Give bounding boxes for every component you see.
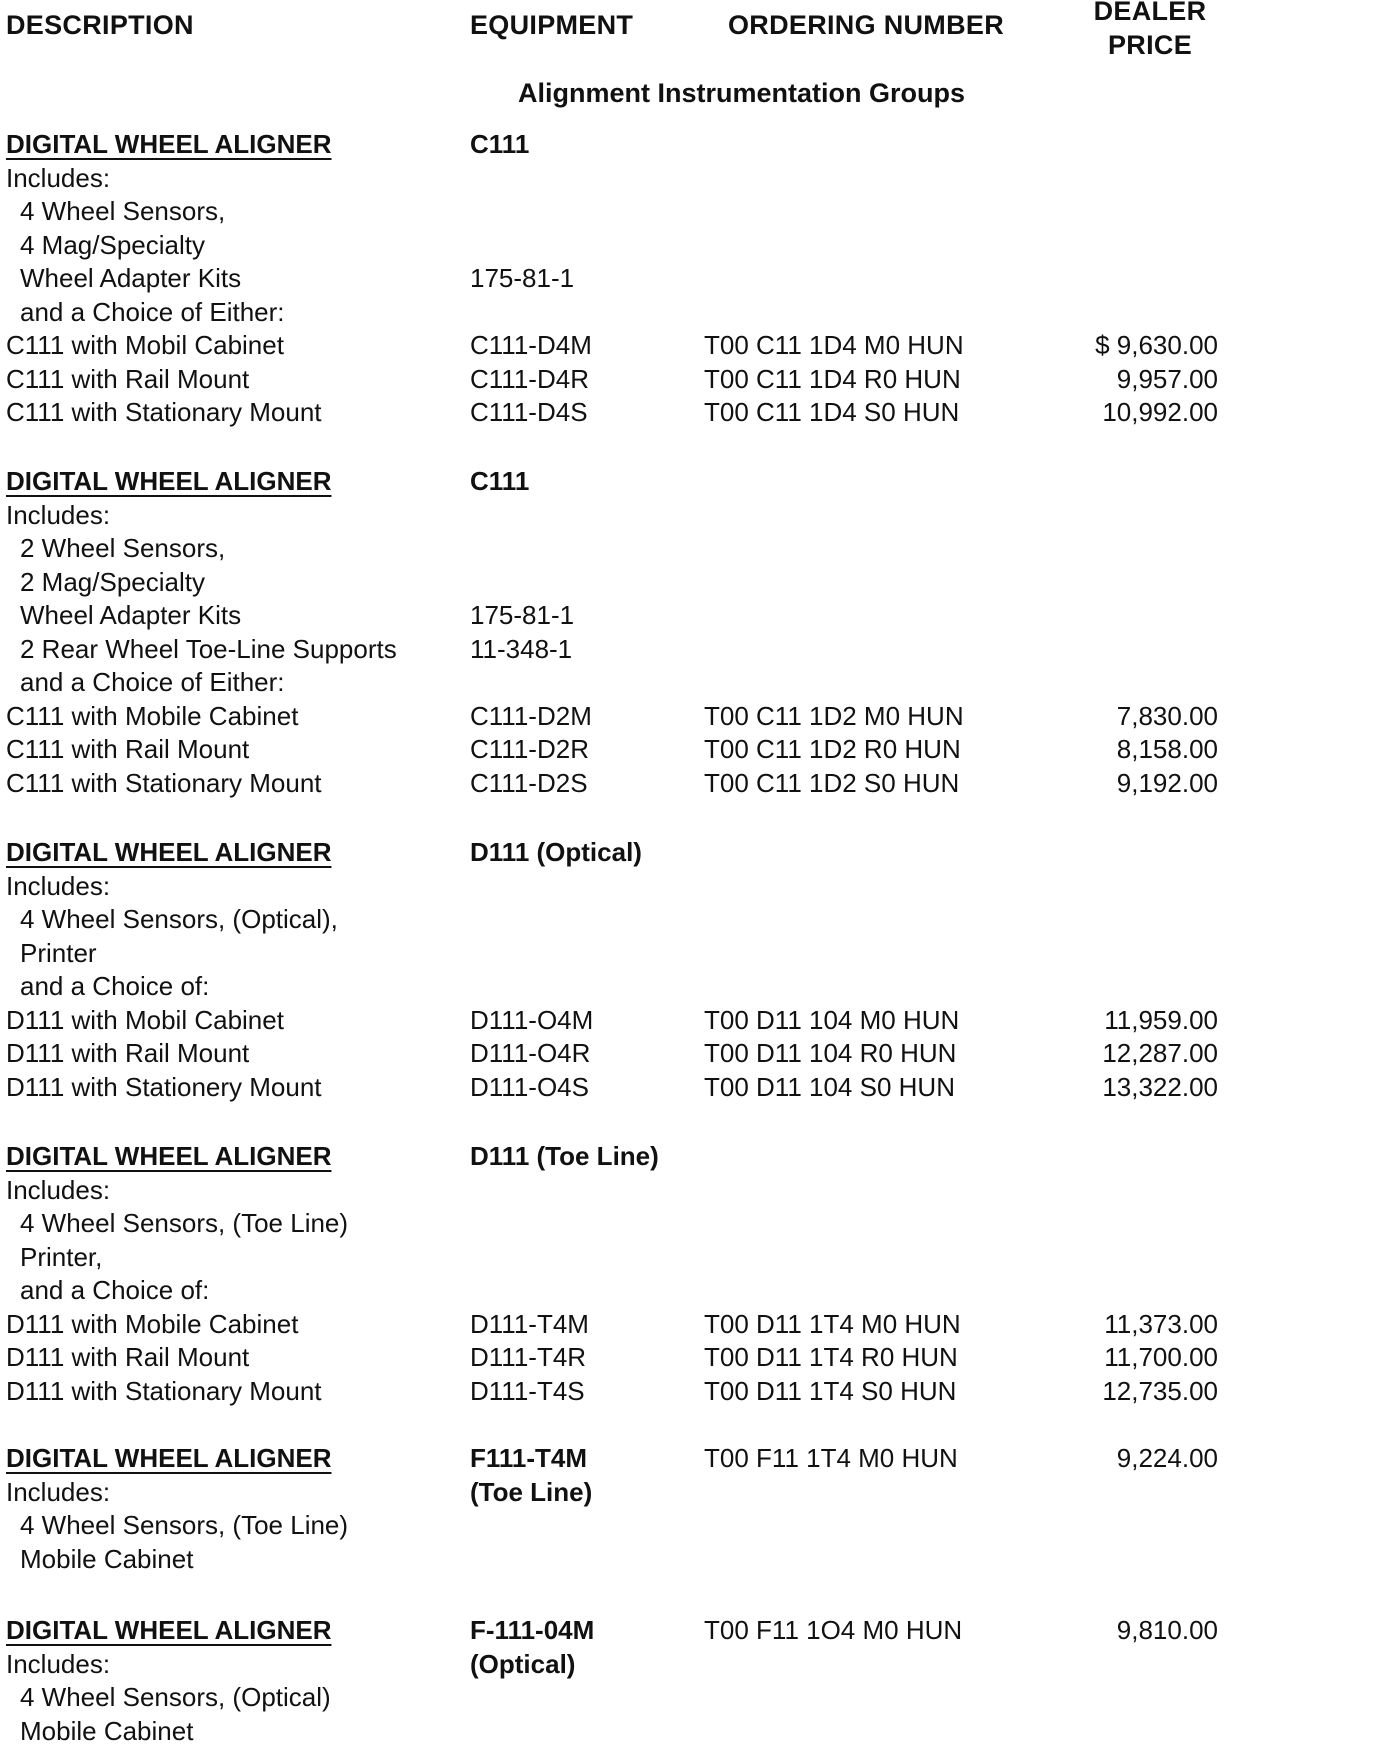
item-row bbox=[0, 599, 1376, 632]
item-description: Includes: bbox=[6, 1175, 111, 1205]
item-row bbox=[0, 329, 1376, 362]
item-description: Wheel Adapter Kits bbox=[20, 263, 242, 293]
item-row bbox=[0, 1174, 1376, 1207]
item-description: Includes: bbox=[6, 871, 111, 901]
item-ordering-number: T00 D11 104 M0 HUN bbox=[704, 1005, 960, 1035]
item-dealer-price: 10,992.00 bbox=[1102, 397, 1218, 427]
item-ordering-number: T00 D11 1T4 S0 HUN bbox=[704, 1376, 957, 1406]
item-description: Includes: bbox=[6, 1477, 111, 1507]
dealer-price: 9,810.00 bbox=[1116, 1615, 1218, 1645]
item-row bbox=[0, 499, 1376, 532]
item-equipment: D111-T4R bbox=[470, 1342, 587, 1372]
item-description: 2 Rear Wheel Toe-Line Supports bbox=[20, 634, 397, 664]
item-description: Printer bbox=[20, 938, 97, 968]
item-equipment: D111-T4S bbox=[470, 1376, 585, 1406]
item-dealer-price: 11,959.00 bbox=[1104, 1005, 1218, 1035]
header-equipment: EQUIPMENT bbox=[470, 10, 634, 40]
item-description: Wheel Adapter Kits bbox=[20, 600, 242, 630]
section-title-row bbox=[0, 836, 1376, 869]
item-dealer-price: 9,192.00 bbox=[1116, 768, 1218, 798]
item-description: C111 with Stationary Mount bbox=[6, 397, 322, 427]
item-description: Printer, bbox=[20, 1242, 103, 1272]
item-description: Includes: bbox=[6, 1649, 111, 1679]
item-equipment: D111-T4M bbox=[470, 1309, 589, 1339]
item-description: D111 with Stationary Mount bbox=[6, 1376, 322, 1406]
item-row bbox=[0, 1308, 1376, 1341]
section-title: DIGITAL WHEEL ALIGNER bbox=[6, 1443, 332, 1473]
item-description: Includes: bbox=[6, 500, 111, 530]
item-dealer-price: 12,735.00 bbox=[1102, 1376, 1218, 1406]
item-description: and a Choice of Either: bbox=[20, 667, 285, 697]
item-row bbox=[0, 162, 1376, 195]
header-dealer-line1: DEALER bbox=[1093, 0, 1207, 26]
item-ordering-number: T00 D11 104 S0 HUN bbox=[704, 1072, 955, 1102]
item-ordering-number: T00 D11 104 R0 HUN bbox=[704, 1038, 957, 1068]
item-ordering-number: T00 D11 1T4 R0 HUN bbox=[704, 1342, 958, 1372]
item-row bbox=[0, 1241, 1376, 1274]
item-ordering-number: T00 C11 1D2 R0 HUN bbox=[704, 734, 961, 764]
item-dealer-price: 13,322.00 bbox=[1102, 1072, 1218, 1102]
section-model: C111 bbox=[470, 466, 530, 496]
item-description: and a Choice of Either: bbox=[20, 297, 285, 327]
item-equipment: (Toe Line) bbox=[470, 1477, 593, 1507]
item-ordering-number: T00 C11 1D4 M0 HUN bbox=[704, 330, 964, 360]
section-title: DIGITAL WHEEL ALIGNER bbox=[6, 466, 332, 496]
header-dealer-price bbox=[1080, 0, 1220, 62]
section-model: D111 (Toe Line) bbox=[470, 1141, 659, 1171]
item-dealer-price: 11,700.00 bbox=[1104, 1342, 1218, 1372]
item-ordering-number: T00 C11 1D2 S0 HUN bbox=[704, 768, 960, 798]
section-model: D111 (Optical) bbox=[470, 837, 642, 867]
item-row bbox=[0, 767, 1376, 800]
ordering-number: T00 F11 1T4 M0 HUN bbox=[704, 1443, 958, 1473]
item-description: 4 Wheel Sensors, bbox=[20, 196, 226, 226]
item-ordering-number: T00 C11 1D4 R0 HUN bbox=[704, 364, 961, 394]
item-row bbox=[0, 633, 1376, 666]
item-row bbox=[0, 1341, 1376, 1374]
item-row bbox=[0, 566, 1376, 599]
item-equipment: D111-O4M bbox=[470, 1005, 594, 1035]
item-description: 4 Wheel Sensors, (Optical), bbox=[20, 904, 338, 934]
item-row bbox=[0, 532, 1376, 565]
item-equipment: (Optical) bbox=[470, 1649, 576, 1679]
section-title-row bbox=[0, 128, 1376, 161]
item-description: 4 Wheel Sensors, (Toe Line) bbox=[20, 1510, 349, 1540]
item-description: D111 with Mobile Cabinet bbox=[6, 1309, 299, 1339]
item-ordering-number: T00 C11 1D2 M0 HUN bbox=[704, 701, 964, 731]
item-row bbox=[0, 903, 1376, 936]
item-description: D111 with Stationery Mount bbox=[6, 1072, 322, 1102]
item-row bbox=[0, 1037, 1376, 1070]
item-dealer-price: 11,373.00 bbox=[1104, 1309, 1218, 1339]
section-title: DIGITAL WHEEL ALIGNER bbox=[6, 129, 332, 159]
header-description: DESCRIPTION bbox=[6, 10, 194, 40]
section-model: F111-T4M bbox=[470, 1443, 588, 1473]
item-description: C111 with Mobil Cabinet bbox=[6, 330, 284, 360]
section-title: DIGITAL WHEEL ALIGNER bbox=[6, 837, 332, 867]
item-description: 4 Wheel Sensors, (Optical) bbox=[20, 1682, 331, 1712]
item-description: Mobile Cabinet bbox=[20, 1544, 194, 1574]
item-description: C111 with Rail Mount bbox=[6, 734, 250, 764]
item-dealer-price: $ 9,630.00 bbox=[1095, 330, 1218, 360]
item-row bbox=[0, 1375, 1376, 1408]
item-description: D111 with Rail Mount bbox=[6, 1038, 250, 1068]
item-row bbox=[0, 296, 1376, 329]
item-equipment: C111-D4S bbox=[470, 397, 588, 427]
item-row bbox=[0, 1274, 1376, 1307]
header-dealer-line2: PRICE bbox=[1107, 30, 1193, 60]
item-description: and a Choice of: bbox=[20, 1275, 210, 1305]
item-ordering-number: T00 C11 1D4 S0 HUN bbox=[704, 397, 960, 427]
item-description: C111 with Rail Mount bbox=[6, 364, 250, 394]
item-dealer-price: 8,158.00 bbox=[1116, 734, 1218, 764]
item-row bbox=[0, 666, 1376, 699]
item-equipment: C111-D4R bbox=[470, 364, 589, 394]
item-row bbox=[0, 229, 1376, 262]
section-model: F-111-04M bbox=[470, 1615, 595, 1645]
item-row bbox=[0, 733, 1376, 766]
section-title-row bbox=[0, 465, 1376, 498]
item-row bbox=[0, 1681, 1376, 1714]
item-description: and a Choice of: bbox=[20, 971, 210, 1001]
item-row bbox=[0, 700, 1376, 733]
item-description: Mobile Cabinet bbox=[20, 1716, 194, 1746]
item-equipment: D111-O4S bbox=[470, 1072, 589, 1102]
item-dealer-price: 7,830.00 bbox=[1116, 701, 1218, 731]
item-description: 4 Wheel Sensors, (Toe Line) bbox=[20, 1208, 349, 1238]
item-description: Includes: bbox=[6, 163, 111, 193]
section-title: DIGITAL WHEEL ALIGNER bbox=[6, 1615, 332, 1645]
item-equipment: C111-D4M bbox=[470, 330, 592, 360]
item-ordering-number: T00 D11 1T4 M0 HUN bbox=[704, 1309, 961, 1339]
item-row bbox=[0, 970, 1376, 1003]
item-row bbox=[0, 1543, 1376, 1576]
item-row bbox=[0, 1004, 1376, 1037]
item-description: 2 Mag/Specialty bbox=[20, 567, 205, 597]
item-row bbox=[0, 1715, 1376, 1748]
item-equipment: C111-D2R bbox=[470, 734, 589, 764]
section-title-row bbox=[0, 1140, 1376, 1173]
item-equipment: D111-O4R bbox=[470, 1038, 591, 1068]
item-description: D111 with Rail Mount bbox=[6, 1342, 250, 1372]
dealer-price: 9,224.00 bbox=[1116, 1443, 1218, 1473]
item-dealer-price: 9,957.00 bbox=[1116, 364, 1218, 394]
item-equipment: C111-D2M bbox=[470, 701, 592, 731]
item-row bbox=[0, 262, 1376, 295]
item-equipment: 175-81-1 bbox=[470, 263, 575, 293]
item-dealer-price: 12,287.00 bbox=[1102, 1038, 1218, 1068]
section-title-row bbox=[0, 1442, 1376, 1475]
item-description: 4 Mag/Specialty bbox=[20, 230, 205, 260]
item-equipment: 175-81-1 bbox=[470, 600, 575, 630]
item-row bbox=[0, 870, 1376, 903]
item-row bbox=[0, 1509, 1376, 1542]
item-description: 2 Wheel Sensors, bbox=[20, 533, 226, 563]
ordering-number: T00 F11 1O4 M0 HUN bbox=[704, 1615, 963, 1645]
item-row bbox=[0, 1071, 1376, 1104]
header-ordering-number: ORDERING NUMBER bbox=[728, 10, 1005, 40]
item-description: C111 with Stationary Mount bbox=[6, 768, 322, 798]
item-description: C111 with Mobile Cabinet bbox=[6, 701, 299, 731]
item-description: D111 with Mobil Cabinet bbox=[6, 1005, 284, 1035]
item-equipment: 11-348-1 bbox=[470, 634, 573, 664]
item-row bbox=[0, 1207, 1376, 1240]
section-title-row bbox=[0, 1614, 1376, 1647]
item-row bbox=[0, 363, 1376, 396]
item-row bbox=[0, 1476, 1376, 1509]
item-row bbox=[0, 195, 1376, 228]
section-model: C111 bbox=[470, 129, 530, 159]
section-title: DIGITAL WHEEL ALIGNER bbox=[6, 1141, 332, 1171]
item-row bbox=[0, 1648, 1376, 1681]
group-title: Alignment Instrumentation Groups bbox=[518, 78, 966, 108]
item-row bbox=[0, 396, 1376, 429]
item-row bbox=[0, 937, 1376, 970]
item-equipment: C111-D2S bbox=[470, 768, 588, 798]
